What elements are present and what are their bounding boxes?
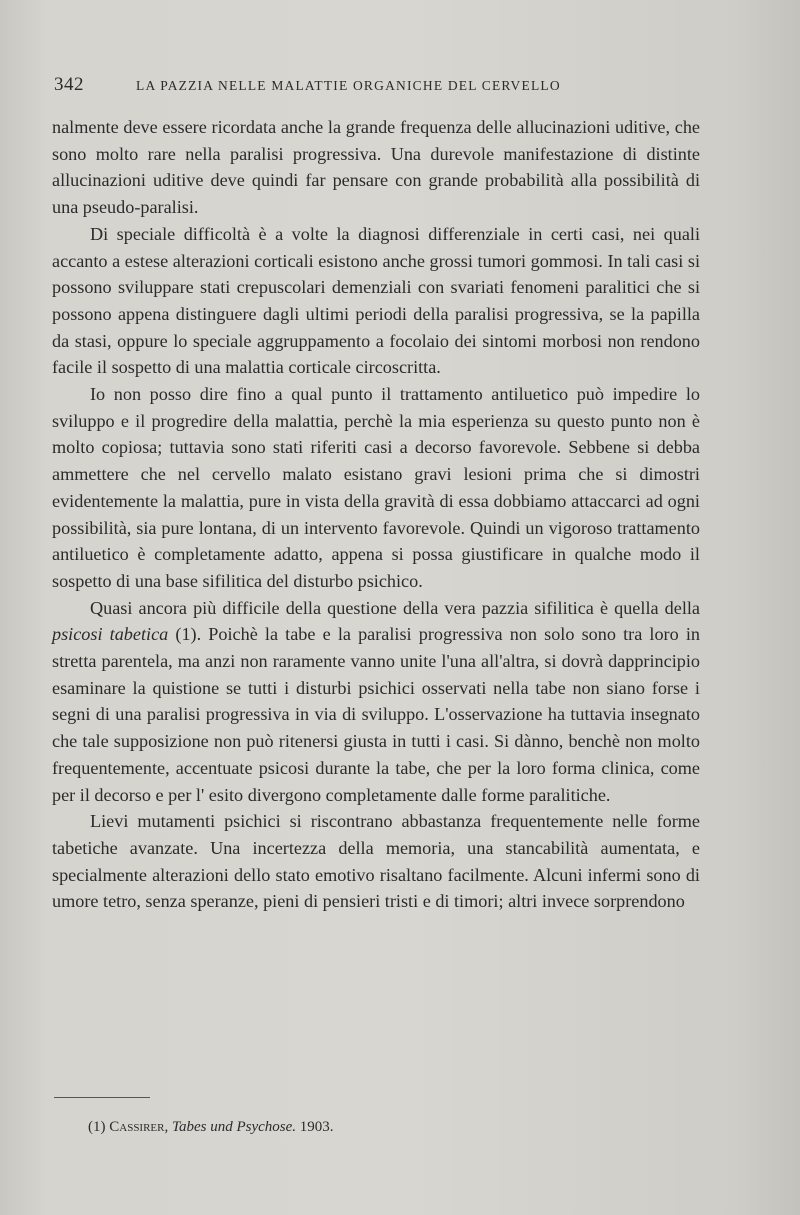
paragraph-2: Di speciale difficoltà è a volte la diagnosi differenziale in certi casi, nei quali accanto a estese alterazioni corticali esistono anche grossi tumori gommosi. In tali casi si possono sviluppare stati crepuscolari demenziali con svariati fenomeni paralitici che si possono appena distinguere dagli ultimi periodi della paralisi progressiva, se la papilla da stasi, oppure lo speciale aggruppamento a focolaio dei sintomi morbosi non rendono facile il sospetto di una malattia corticale circoscritta. bbox=[52, 223, 700, 378]
footnote-author: Cassirer, bbox=[109, 1119, 169, 1135]
running-title: LA PAZZIA NELLE MALATTIE ORGANICHE DEL CERVELLO bbox=[136, 78, 561, 93]
running-header bbox=[54, 74, 714, 100]
italic-term: psicosi tabetica bbox=[52, 624, 169, 645]
footnote bbox=[88, 1119, 334, 1136]
paragraph-4-after: (1). Poichè la tabe e la paralisi progressiva non solo sono tra loro in stretta parentela, ma anzi non raramente vanno unite l'una all'altra, si dovrà dapprincipio esaminare la quistione se tutti i disturbi psichici osservati nella tabe non siano forse i segni di una paralisi progressiva in via di sviluppo. L'osservazione ha tuttavia insegnato che tale supposizione non può ritenersi giusta in tutti i casi. Si dànno, benchè non molto frequentemente, accentuate psicosi durante la tabe, che per la loro forma clinica, come per il decorso e per l' esito divergono completamente dalle forme paralitiche. bbox=[52, 624, 700, 805]
body-text bbox=[52, 114, 700, 915]
paragraph-4 bbox=[52, 595, 700, 809]
paragraph-3: Io non posso dire fino a qual punto il trattamento antiluetico può impedire lo sviluppo e il progredire della malattia, perchè la mia esperienza su questo punto non è molto copiosa; tuttavia sono stati riferiti casi a decorso favorevole. Sebbene si debba ammettere che nel cervello malato esistano gravi lesioni prima che si dimostri evidentemente la malattia, pure in vista della gravità di essa dobbiamo attaccarci ad ogni possibilità, sia pure lontana, di un intervento favorevole. Quindi un vigoroso trattamento antiluetico è completamente adatto, appena si possa giustificare in qualche modo il sospetto di una base sifilitica del disturbo psichico. bbox=[52, 384, 700, 591]
footnote-year: 1903. bbox=[299, 1119, 334, 1135]
footnote-marker: (1) bbox=[88, 1119, 106, 1135]
footnote-title: Tabes und Psychose. bbox=[172, 1119, 297, 1135]
paragraph-4-before: Quasi ancora più difficile della questione della vera pazzia sifilitica è quella della bbox=[90, 597, 700, 618]
page-number: 342 bbox=[54, 74, 84, 95]
paragraph-1: nalmente deve essere ricordata anche la grande frequenza delle allucinazioni uditive, che sono molto rare nella paralisi progressiva. Una durevole manifestazione di distinte allucinazioni uditive deve quindi far pensare con grande probabilità alla possibilità di una pseudo-paralisi. bbox=[52, 117, 700, 218]
footnote-divider bbox=[54, 1097, 150, 1098]
paragraph-5: Lievi mutamenti psichici si riscontrano abbastanza frequentemente nelle forme tabetiche avanzate. Una incertezza della memoria, una stancabilità aumentata, e specialmente alterazioni dello stato emotivo risaltano facilmente. Alcuni infermi sono di umore tetro, senza speranze, pieni di pensieri tristi e di timori; altri invece sorprendono bbox=[52, 811, 700, 912]
